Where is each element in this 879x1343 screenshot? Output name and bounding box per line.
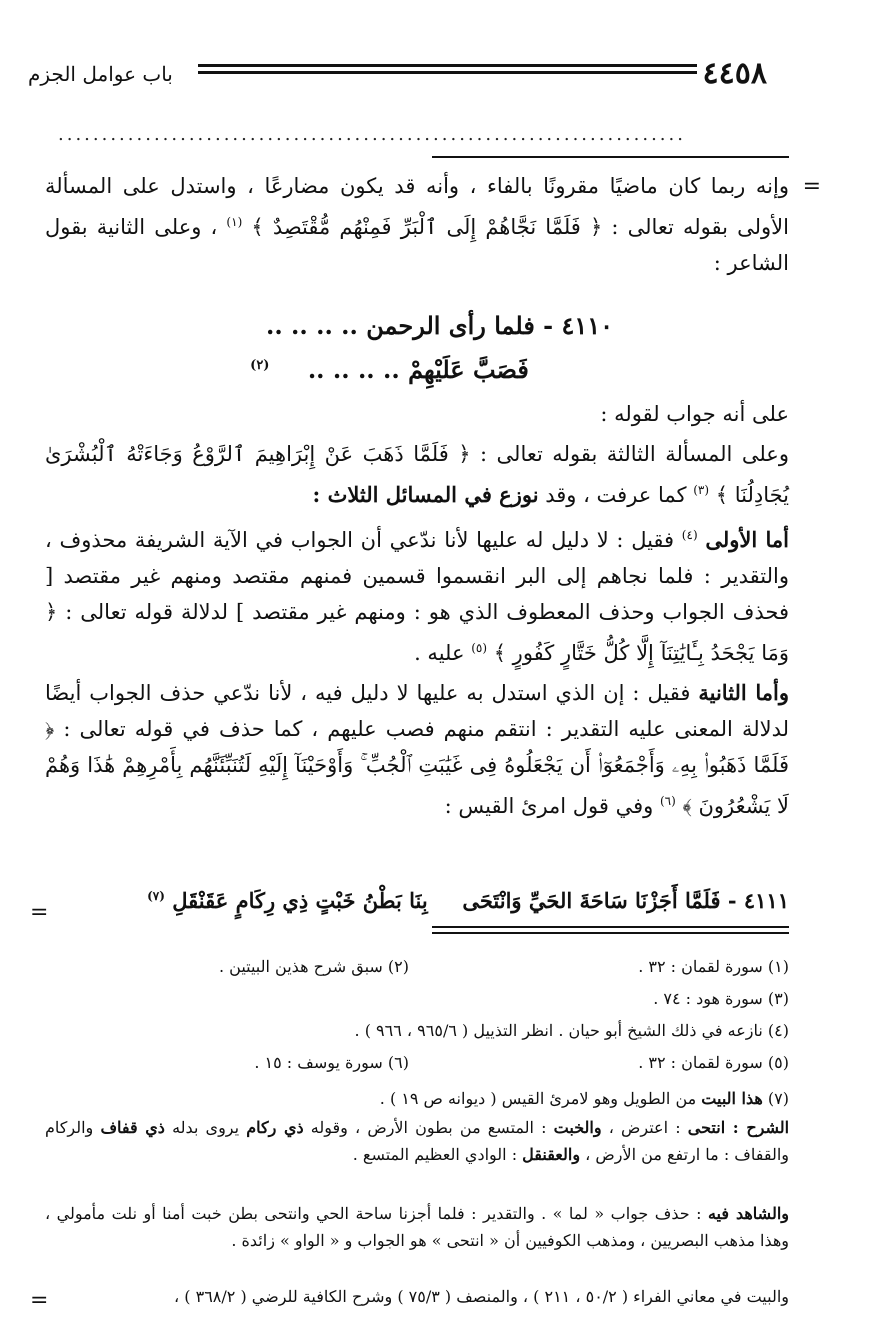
paragraph-3 — [45, 436, 789, 513]
bold-lead: الشرح : — [725, 1118, 790, 1137]
bold-word: والخبت — [553, 1118, 602, 1137]
poem-line-4111 — [147, 878, 789, 919]
continuation-rule — [432, 156, 789, 158]
paragraph-text: ، وعلى الثانية بقول الشاعر : — [45, 215, 789, 275]
bold-phrase: نوزع في المسائل الثلاث : — [312, 482, 539, 507]
footnote-3: (٣) سورة هود : ٧٤ . — [653, 989, 789, 1008]
footnote-ref-2: (٢) — [250, 358, 270, 373]
paragraph-text: عليه . — [414, 641, 472, 665]
footnote-text: والركام والقفاف : ما ارتفع من الأرض ، — [45, 1118, 789, 1164]
quran-verse: ﴿ فَلَمَّا ذَهَبُوا۟ بِهِۦ وَأَجْمَعُوٓا۟ أَن يَجْعَلُوهُ فِى غَيَٰبَتِ ٱلْجُبِّ ۚ وَأَوْحَيْنَآ إِلَيْهِ لَتُنَبِّئَنَّهُم بِأَمْرِهِمْ هَٰذَا وَهُمْ لَا يَشْعُرُونَ ﴾ — [45, 717, 789, 818]
footnote-text: : الوادي العظيم المتسع . — [352, 1145, 523, 1164]
continuation-mark-bottom: = — [30, 1288, 49, 1313]
poem-line-4110-b — [200, 348, 579, 388]
continuation-mark-top: = — [802, 174, 821, 199]
paragraph-1 — [45, 168, 789, 281]
footnote-ref-3: (٣) — [693, 483, 710, 497]
continuation-mark-poem: = — [30, 900, 49, 925]
footnote-sharh — [45, 1114, 789, 1168]
footnote-ref-7: (٧) — [147, 889, 165, 903]
footnote-text: : المتسع من بطون الأرض ، وقوله — [303, 1118, 554, 1137]
footnote-ref-4: (٤) — [681, 528, 698, 542]
footnote-ref-5: (٥) — [471, 641, 488, 655]
header-rule — [198, 64, 697, 80]
dotted-separator: ........................................................................ — [58, 124, 686, 144]
footnote-6: (٦) سورة يوسف : ١٥ . — [254, 1053, 409, 1072]
quran-verse: ﴿ فَلَمَّا نَجَّاهُمْ إِلَى ٱلْبَرِّ فَمِنْهُم مُّقْتَصِدٌ ﴾ — [251, 215, 603, 239]
poem-hemistich-2: بِنَا بَطْنُ خَبْتٍ ذِي رِكَامٍ عَقَنْقَلِ — [172, 888, 428, 913]
footnote-4: (٤) نازعه في ذلك الشيخ أبو حيان . انظر التذييل ( ٩٦٥/٦ ، ٩٦٦ ) . — [354, 1021, 789, 1040]
footnote-ref-6: (٦) — [659, 794, 676, 808]
poem-number: ٤١١١ - — [727, 888, 789, 913]
footnote-7 — [380, 1086, 789, 1112]
bold-lead: والشاهد فيه — [707, 1204, 790, 1223]
footnote-text: من الطويل وهو لامرئ القيس ( ديوانه ص ١٩ ) . — [379, 1089, 702, 1108]
paragraph-text: وإنه ربما كان ماضيًا مقرونًا بالفاء ، وأنه قد يكون مضارعًا ، واستدل على المسألة الأولى بقوله تعالى : — [45, 174, 789, 239]
bold-word: ذي قفاف — [100, 1118, 165, 1137]
bold-word: انتحى — [687, 1118, 726, 1137]
quran-verse: ﴿ وَمَا يَجْحَدُ بِـَٔايَٰتِنَآ إِلَّا كُلُّ خَتَّارٍ كَفُورٍ ﴾ — [45, 600, 789, 665]
paragraph-text: فقيل : إن الذي استدل به عليها لا دليل فيه ، لأنا ندّعي حذف الجواب أيضًا لدلالة المعنى عليه التقدير : انتقم منهم فصب عليهم ، كما حذف في قوله تعالى : — [45, 681, 789, 741]
main-text-continued — [45, 396, 789, 828]
poem-line-4110: ٤١١٠ - فلما رأى الرحمن .. .. .. .. — [265, 311, 614, 340]
footnote-sources: والبيت في معاني الفراء ( ٥٠/٢ ، ٢١١ ) ، والمنصف ( ٧٥/٣ ) وشرح الكافية للرضي ( ٣٦٨/٢ ) ، — [174, 1287, 789, 1306]
footnote-text: : حذف جواب « لما » . والتقدير : فلما أجزنا ساحة الحي وانتحى بطن خبت أمنا أو نلت مأمولي ، وهذا مذهب البصريين ، ومذهب الكوفيين أن « انتحى » هو الجواب و « الواو » زائدة . — [45, 1204, 789, 1250]
bold-word: والعقنقل — [522, 1145, 581, 1164]
footnote-5: (٥) سورة لقمان : ٣٢ . — [638, 1053, 789, 1072]
chapter-title: باب عوامل الجزم — [28, 62, 173, 86]
footnote-2: (٢) سبق شرح هذين البيتين . — [218, 957, 409, 976]
footnote-shahid — [45, 1200, 789, 1254]
paragraph-text: وعلى المسألة الثالثة بقوله تعالى : — [470, 442, 789, 466]
bold-lead: أما الأولى — [705, 527, 789, 552]
poem-hemistich-1: فَلَمَّا أَجَزْنَا سَاحَةَ الحَيِّ وَانْتَحَى — [462, 888, 721, 913]
footnote-number: (٧) — [762, 1089, 789, 1108]
paragraph-text: وفي قول امرئ القيس : — [444, 794, 660, 818]
paragraph-text: كما عرفت ، وقد — [538, 483, 694, 507]
main-text — [45, 168, 789, 285]
bold-lead: وأما الثانية — [698, 680, 789, 705]
quran-verse: ﴿ فَلَمَّا ذَهَبَ عَنْ إِبْرَاهِيمَ ٱلرَّوْعُ وَجَاءَتْهُ ٱلْبُشْرَىٰ يُجَادِلُنَا ﴾ — [45, 442, 789, 507]
footnote-text: : اعترض ، — [601, 1118, 688, 1137]
footnote-1: (١) سورة لقمان : ٣٢ . — [638, 957, 789, 976]
bold-phrase: هذا البيت — [701, 1089, 763, 1108]
poem-text: فَصَبَّ عَلَيْهِمْ .. .. .. .. — [307, 355, 529, 384]
page-number: ٤٤٥٨ — [702, 56, 767, 91]
bold-word: ذي ركام — [246, 1118, 304, 1137]
footnote-text: يروى بدله — [164, 1118, 247, 1137]
footnote-rule — [432, 926, 789, 936]
paragraph-4 — [45, 517, 789, 671]
paragraph-text: فقيل : لا دليل له عليها لأنا ندّعي أن الجواب في الآية الشريفة محذوف ، والتقدير : فلما نجاهم إلى البر انقسموا قسمين فمنهم مقتصد ومنهم غير مقتصد [ فحذف الجواب وحذف المعطوف الذي هو : ومنهم غير مقتصد ] لدلالة قوله تعالى : — [45, 528, 789, 624]
paragraph-5 — [45, 675, 789, 824]
footnote-ref-1: (١) — [226, 215, 243, 229]
paragraph-2: على أنه جواب لقوله : — [600, 402, 789, 426]
